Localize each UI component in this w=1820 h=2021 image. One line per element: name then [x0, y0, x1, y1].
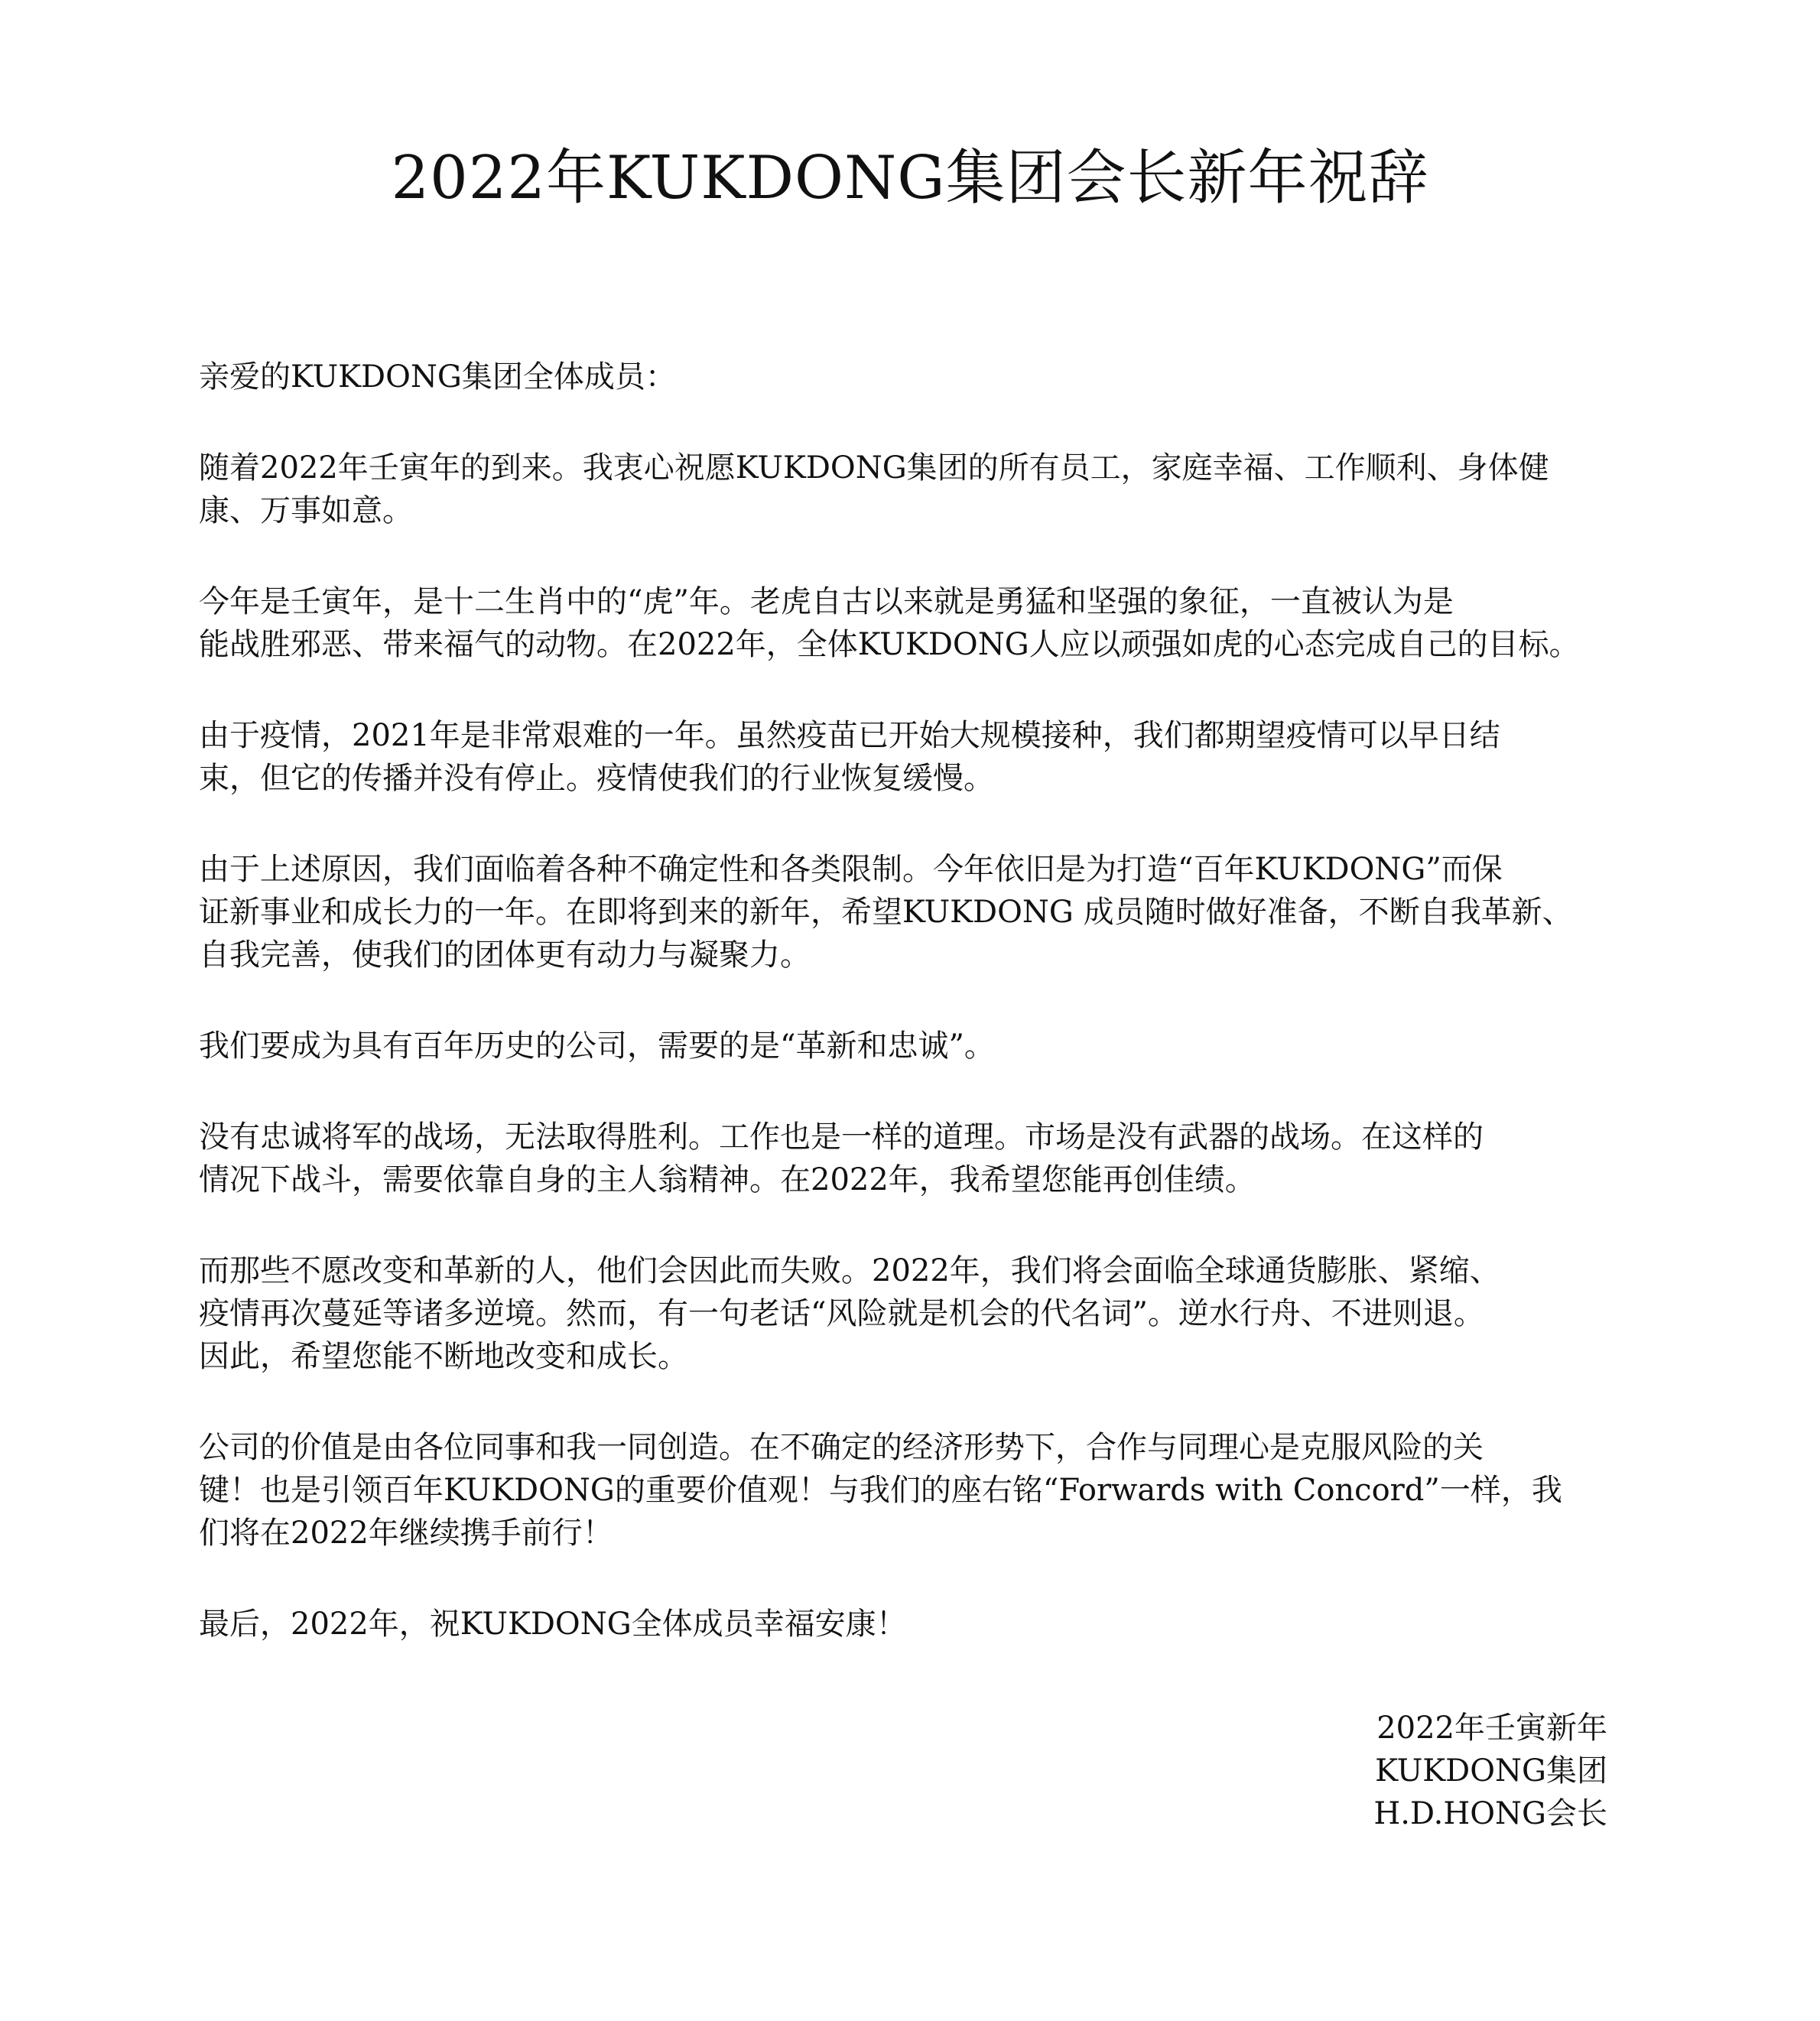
paragraph-line: 随着2022年壬寅年的到来。我衷心祝愿KUKDONG集团的所有员工，家庭幸福、工作顺利、身体健	[199, 450, 1549, 486]
paragraph-4	[199, 848, 1636, 976]
paragraph-line: 能战胜邪恶、带来福气的动物。在2022年，全体KUKDONG人应以顽强如虎的心态完成自己的目标。	[199, 627, 1580, 662]
paragraph-line: 因此，希望您能不断地改变和成长。	[199, 1339, 688, 1374]
paragraph-line: 们将在2022年继续携手前行！	[199, 1516, 613, 1551]
signature-block	[1373, 1707, 1607, 1835]
salutation: 亲爱的KUKDONG集团全体成员：	[199, 359, 676, 395]
paragraph-line: 疫情再次蔓延等诸多逆境。然而，有一句老话“风险就是机会的代名词”。逆水行舟、不进则退。	[199, 1296, 1484, 1331]
paragraph-line: 由于疫情，2021年是非常艰难的一年。虽然疫苗已开始大规模接种，我们都期望疫情可以早日结	[199, 718, 1500, 753]
paragraph-7	[199, 1249, 1636, 1378]
paragraph-1	[199, 447, 1636, 532]
paragraph-line: 最后，2022年，祝KUKDONG全体成员幸福安康！	[199, 1607, 907, 1642]
paragraph-line: 康、万事如意。	[199, 493, 413, 528]
letter-title: 2022年KUKDONG集团会长新年祝辞	[391, 144, 1429, 213]
paragraph-8	[199, 1426, 1636, 1555]
paragraph-line: 我们要成为具有百年历史的公司，需要的是“革新和忠诚”。	[199, 1028, 995, 1064]
paragraph-line: 情况下战斗，需要依靠自身的主人翁精神。在2022年，我希望您能再创佳绩。	[199, 1162, 1256, 1197]
paragraph-line: 证新事业和成长力的一年。在即将到来的新年，希望KUKDONG 成员随时做好准备，不断自我革新、	[199, 895, 1573, 930]
paragraph-5	[199, 1025, 1636, 1067]
paragraph-line: 自我完善，使我们的团体更有动力与凝聚力。	[199, 937, 811, 973]
paragraph-line: 由于上述原因，我们面临着各种不确定性和各类限制。今年依旧是为打造“百年KUKDONG”而保	[199, 852, 1503, 887]
signature-date: 2022年壬寅新年	[1376, 1711, 1607, 1746]
paragraph-2	[199, 580, 1636, 666]
paragraph-line: 而那些不愿改变和革新的人，他们会因此而失败。2022年，我们将会面临全球通货膨胀、紧缩、	[199, 1253, 1500, 1288]
paragraph-line: 键！也是引领百年KUKDONG的重要价值观！与我们的座右铭“Forwards with Concord”一样，我	[199, 1473, 1562, 1508]
paragraph-line: 没有忠诚将军的战场，无法取得胜利。工作也是一样的道理。市场是没有武器的战场。在这样的	[199, 1119, 1484, 1155]
paragraph-line: 公司的价值是由各位同事和我一同创造。在不确定的经济形势下，合作与同理心是克服风险的关	[199, 1430, 1484, 1465]
paragraph-6	[199, 1116, 1636, 1201]
signature-organization: KUKDONG集团	[1375, 1753, 1607, 1789]
paragraph-line: 束，但它的传播并没有停止。疫情使我们的行业恢复缓慢。	[199, 761, 994, 796]
signature-author: H.D.HONG会长	[1373, 1796, 1607, 1831]
paragraph-9	[199, 1603, 1636, 1646]
letter-body	[199, 356, 1636, 1694]
paragraph-3	[199, 714, 1636, 800]
paragraph-line: 今年是壬寅年，是十二生肖中的“虎”年。老虎自古以来就是勇猛和坚强的象征，一直被认为是	[199, 584, 1454, 619]
